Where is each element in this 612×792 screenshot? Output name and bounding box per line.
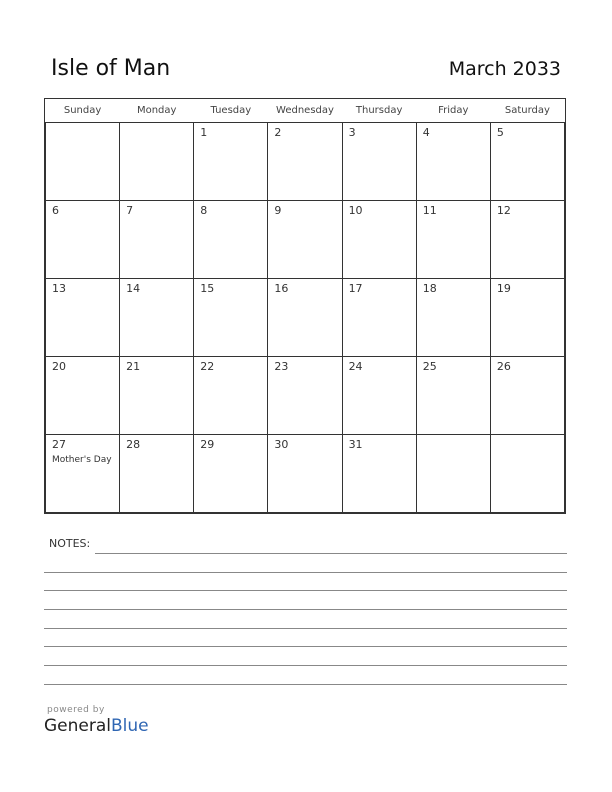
country-title: Isle of Man xyxy=(51,56,171,81)
day-number: 20 xyxy=(52,360,66,373)
day-number: 22 xyxy=(200,360,215,373)
day-number: 29 xyxy=(200,438,215,451)
day-number: 11 xyxy=(422,204,437,217)
calendar-day-cell xyxy=(120,357,194,435)
weekday-thursday: Thursday xyxy=(342,99,416,123)
notes-line xyxy=(44,628,567,629)
weekday-friday: Friday xyxy=(416,99,490,123)
calendar-day-cell xyxy=(490,123,564,201)
day-number: 4 xyxy=(422,126,430,139)
calendar-day-cell xyxy=(194,357,268,435)
calendar-day-cell xyxy=(194,435,268,513)
day-number: 15 xyxy=(200,282,215,295)
calendar-day-cell xyxy=(268,201,342,279)
calendar-day-cell xyxy=(120,279,194,357)
notes-line xyxy=(44,646,567,647)
day-number: 27 xyxy=(52,438,66,451)
calendar-day-cell xyxy=(194,201,268,279)
holiday-label: Mother's Day xyxy=(52,455,112,465)
calendar-day-cell xyxy=(268,435,342,513)
weekday-saturday: Saturday xyxy=(490,99,564,123)
calendar-week-row xyxy=(46,201,565,279)
weekday-header-row xyxy=(46,99,565,123)
notes-line xyxy=(44,572,567,573)
generalblue-logo xyxy=(44,716,149,736)
day-number: 23 xyxy=(274,360,289,373)
day-number: 28 xyxy=(126,438,141,451)
calendar-day-cell xyxy=(46,357,120,435)
day-number: 3 xyxy=(348,126,356,139)
day-number: 16 xyxy=(274,282,289,295)
notes-label: NOTES: xyxy=(49,537,91,550)
notes-line xyxy=(44,590,567,591)
day-number: 6 xyxy=(52,204,59,217)
calendar-day-cell xyxy=(490,357,564,435)
day-number: 19 xyxy=(496,282,511,295)
day-number: 7 xyxy=(126,204,134,217)
calendar-day-cell xyxy=(416,357,490,435)
day-number: 13 xyxy=(52,282,66,295)
calendar-day-cell xyxy=(342,201,416,279)
weekday-tuesday: Tuesday xyxy=(194,99,268,123)
weekday-wednesday: Wednesday xyxy=(268,99,342,123)
brand-general: General xyxy=(44,716,111,736)
calendar-day-cell xyxy=(268,357,342,435)
calendar-day-cell xyxy=(490,201,564,279)
calendar-day-cell xyxy=(46,279,120,357)
day-number: 14 xyxy=(126,282,141,295)
notes-line xyxy=(95,553,567,554)
weekday-sunday: Sunday xyxy=(46,99,120,123)
calendar-day-cell xyxy=(120,201,194,279)
day-number: 26 xyxy=(496,360,511,373)
calendar-day-cell xyxy=(342,435,416,513)
day-number: 25 xyxy=(422,360,437,373)
day-number: 10 xyxy=(348,204,363,217)
calendar-day-cell xyxy=(46,123,120,201)
day-number: 17 xyxy=(348,282,363,295)
calendar-week-row xyxy=(46,357,565,435)
calendar-day-cell xyxy=(46,435,120,513)
calendar-day-cell xyxy=(490,279,564,357)
day-number: 31 xyxy=(348,438,363,451)
notes-line xyxy=(44,665,567,666)
calendar-week-row xyxy=(46,435,565,513)
day-number: 24 xyxy=(348,360,363,373)
weekday-monday: Monday xyxy=(120,99,194,123)
powered-by-text: powered by xyxy=(47,705,105,715)
calendar-grid xyxy=(45,99,565,513)
calendar-day-cell xyxy=(342,123,416,201)
day-number: 8 xyxy=(200,204,208,217)
calendar-day-cell xyxy=(342,357,416,435)
calendar-day-cell xyxy=(342,279,416,357)
calendar-week-row xyxy=(46,279,565,357)
calendar-day-cell xyxy=(416,435,490,513)
notes-line xyxy=(44,609,567,610)
day-number: 1 xyxy=(200,126,208,139)
day-number: 5 xyxy=(496,126,504,139)
calendar-day-cell xyxy=(490,435,564,513)
calendar-day-cell xyxy=(416,123,490,201)
calendar-day-cell xyxy=(416,201,490,279)
day-number: 2 xyxy=(274,126,282,139)
calendar-day-cell xyxy=(120,435,194,513)
notes-line xyxy=(44,684,567,685)
day-number: 12 xyxy=(496,204,511,217)
calendar-day-cell xyxy=(268,123,342,201)
brand-blue: Blue xyxy=(111,716,149,736)
month-year-title: March 2033 xyxy=(448,58,561,80)
calendar-day-cell xyxy=(194,279,268,357)
calendar-day-cell xyxy=(46,201,120,279)
calendar-day-cell xyxy=(194,123,268,201)
day-number: 9 xyxy=(274,204,282,217)
calendar-day-cell xyxy=(268,279,342,357)
day-number: 21 xyxy=(126,360,141,373)
calendar-day-cell xyxy=(416,279,490,357)
day-number: 18 xyxy=(422,282,437,295)
calendar-day-cell xyxy=(120,123,194,201)
day-number: 30 xyxy=(274,438,289,451)
calendar-week-row xyxy=(46,123,565,201)
